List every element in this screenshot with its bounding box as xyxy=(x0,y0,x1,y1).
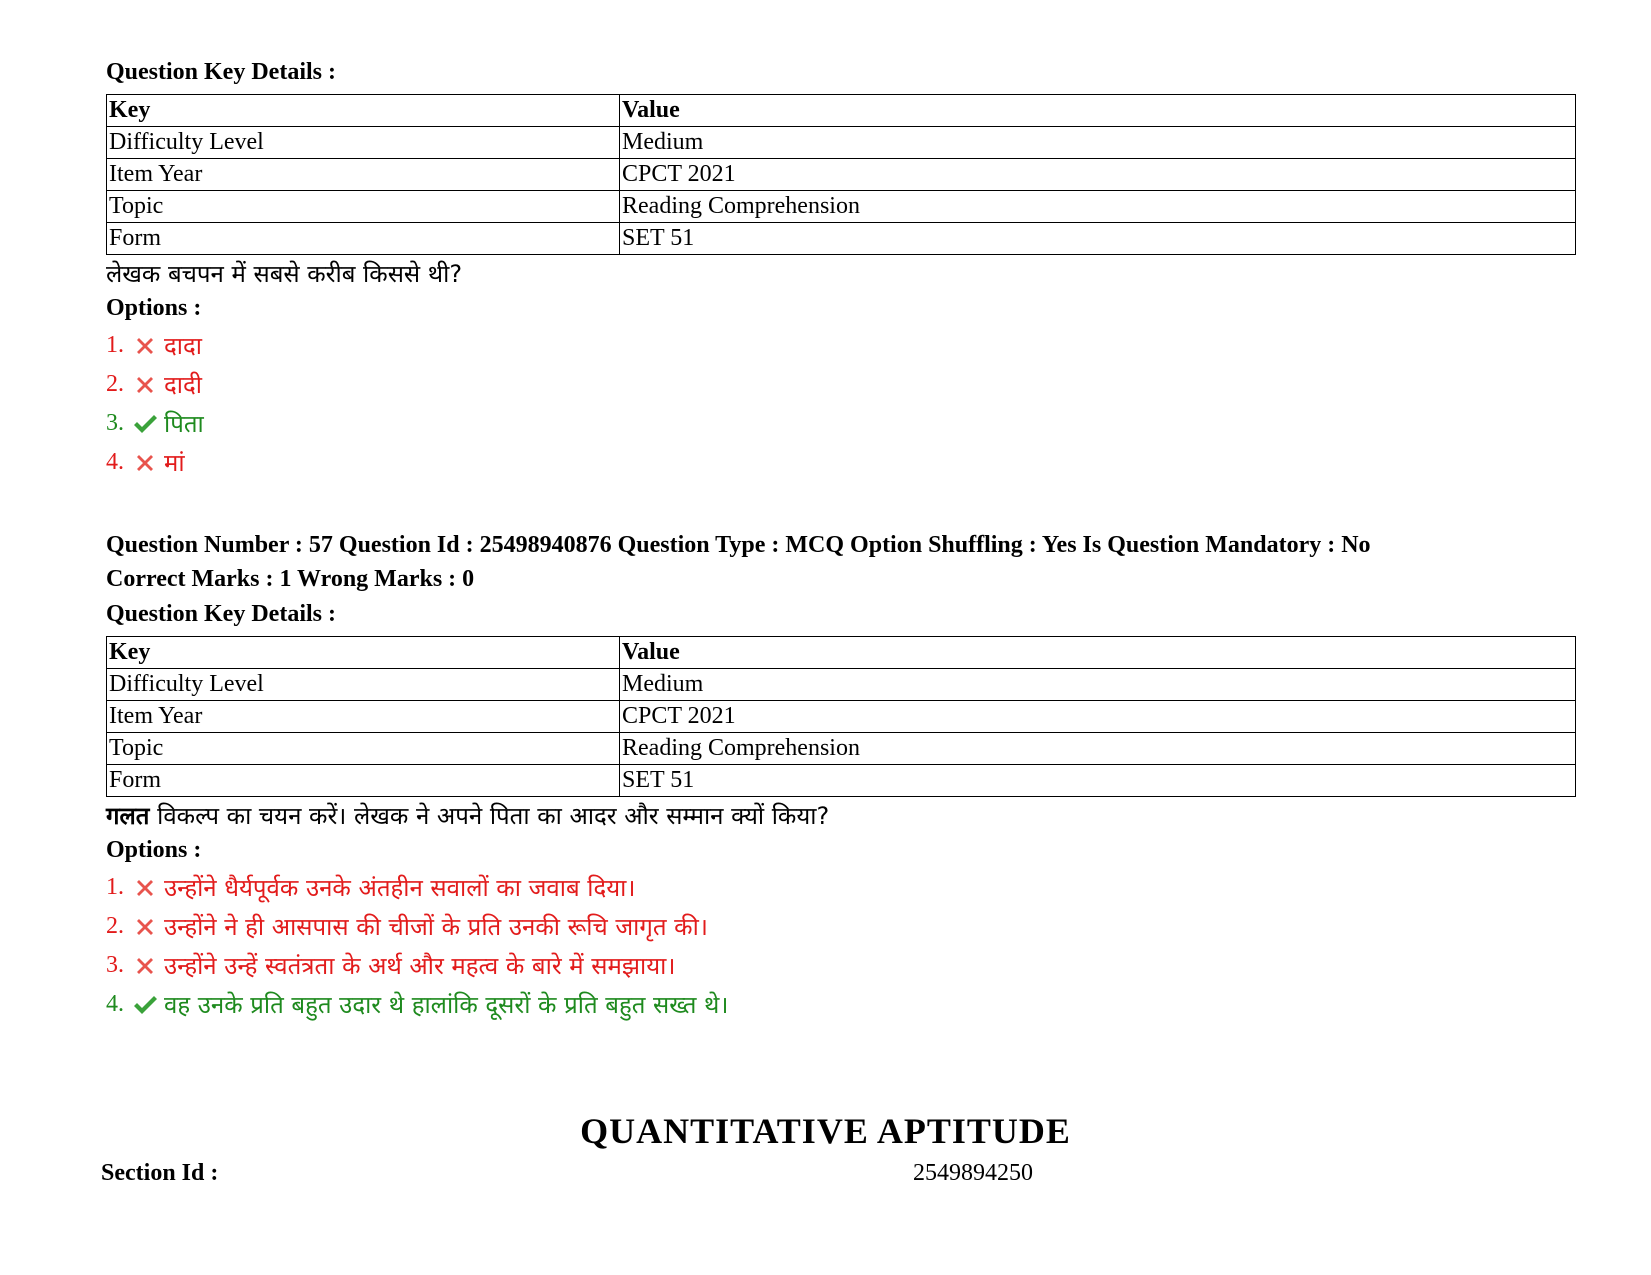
option-number: 2. xyxy=(106,913,124,939)
table-row xyxy=(107,765,1576,797)
question-2-meta-line-1: Question Number : 57 Question Id : 25498940876 Question Type : MCQ Option Shuffling : Yes Is Question Mandatory : No xyxy=(106,532,1371,558)
cross-icon xyxy=(132,953,158,979)
table-row xyxy=(107,159,1576,191)
table-cell-value: Medium xyxy=(620,669,1576,701)
question-2-meta-line-2: Correct Marks : 1 Wrong Marks : 0 xyxy=(106,566,475,592)
table-row xyxy=(107,733,1576,765)
cross-icon xyxy=(132,875,158,901)
option-item xyxy=(106,868,1576,907)
table-row xyxy=(107,223,1576,255)
section-id-value: 2549894250 xyxy=(913,1160,1033,1186)
option-text: मां xyxy=(164,449,185,477)
options-list xyxy=(106,326,1576,482)
key-details-table xyxy=(106,636,1576,797)
cross-icon xyxy=(132,450,158,476)
option-number: 3. xyxy=(106,410,124,436)
table-cell-key: Topic xyxy=(107,191,620,223)
header-key: Key xyxy=(107,637,620,669)
option-number: 4. xyxy=(106,991,124,1017)
section-title: QUANTITATIVE APTITUDE xyxy=(580,1111,1071,1151)
option-number: 1. xyxy=(106,332,124,358)
option-text: दादा xyxy=(164,332,202,360)
section-id-label: Section Id : xyxy=(101,1160,219,1186)
table-cell-value: CPCT 2021 xyxy=(620,159,1576,191)
table-row xyxy=(107,701,1576,733)
header-key: Key xyxy=(107,95,620,127)
option-text: दादी xyxy=(164,371,202,399)
table-cell-value: SET 51 xyxy=(620,223,1576,255)
option-item xyxy=(106,365,1576,404)
options-label: Options : xyxy=(106,837,202,863)
table-cell-value: Medium xyxy=(620,127,1576,159)
check-icon xyxy=(132,411,158,437)
table-cell-value: Reading Comprehension xyxy=(620,733,1576,765)
question-text: लेखक बचपन में सबसे करीब किससे थी? xyxy=(106,260,463,288)
option-number: 4. xyxy=(106,449,124,475)
option-text: उन्होंने ने ही आसपास की चीजों के प्रति उनकी रूचि जागृत की। xyxy=(164,913,708,941)
key-details-label: Question Key Details : xyxy=(106,601,336,627)
header-value: Value xyxy=(620,95,1576,127)
table-cell-key: Difficulty Level xyxy=(107,669,620,701)
question-1 xyxy=(106,58,1576,482)
table-cell-value: Reading Comprehension xyxy=(620,191,1576,223)
option-item xyxy=(106,907,1576,946)
key-details-label: Question Key Details : xyxy=(106,59,336,85)
question-emphasis: गलत xyxy=(106,802,150,830)
table-cell-key: Difficulty Level xyxy=(107,127,620,159)
option-text: उन्होंने उन्हें स्वतंत्रता के अर्थ और महत्व के बारे में समझाया। xyxy=(164,952,676,980)
option-text: पिता xyxy=(164,410,204,438)
option-number: 3. xyxy=(106,952,124,978)
cross-icon xyxy=(132,372,158,398)
table-header-row xyxy=(107,95,1576,127)
table-cell-key: Topic xyxy=(107,733,620,765)
options-list xyxy=(106,868,1576,1024)
table-cell-key: Form xyxy=(107,765,620,797)
question-2 xyxy=(106,600,1576,1024)
table-cell-key: Form xyxy=(107,223,620,255)
option-item xyxy=(106,443,1576,482)
table-cell-key: Item Year xyxy=(107,701,620,733)
key-details-table xyxy=(106,94,1576,255)
option-text: वह उनके प्रति बहुत उदार थे हालांकि दूसरों के प्रति बहुत सख्त थे। xyxy=(164,991,729,1019)
question-body: विकल्प का चयन करें। लेखक ने अपने पिता का आदर और सम्मान क्यों किया? xyxy=(149,802,830,830)
table-header-row xyxy=(107,637,1576,669)
options-label: Options : xyxy=(106,295,202,321)
header-value: Value xyxy=(620,637,1576,669)
table-row xyxy=(107,669,1576,701)
option-item xyxy=(106,985,1576,1024)
option-item xyxy=(106,946,1576,985)
table-row xyxy=(107,191,1576,223)
option-item xyxy=(106,326,1576,365)
table-cell-value: CPCT 2021 xyxy=(620,701,1576,733)
cross-icon xyxy=(132,914,158,940)
option-text: उन्होंने धैर्यपूर्वक उनके अंतहीन सवालों का जवाब दिया। xyxy=(164,874,636,902)
option-number: 1. xyxy=(106,874,124,900)
option-item xyxy=(106,404,1576,443)
table-cell-value: SET 51 xyxy=(620,765,1576,797)
question-text xyxy=(106,799,1576,833)
option-number: 2. xyxy=(106,371,124,397)
cross-icon xyxy=(132,333,158,359)
table-row xyxy=(107,127,1576,159)
check-icon xyxy=(132,992,158,1018)
table-cell-key: Item Year xyxy=(107,159,620,191)
